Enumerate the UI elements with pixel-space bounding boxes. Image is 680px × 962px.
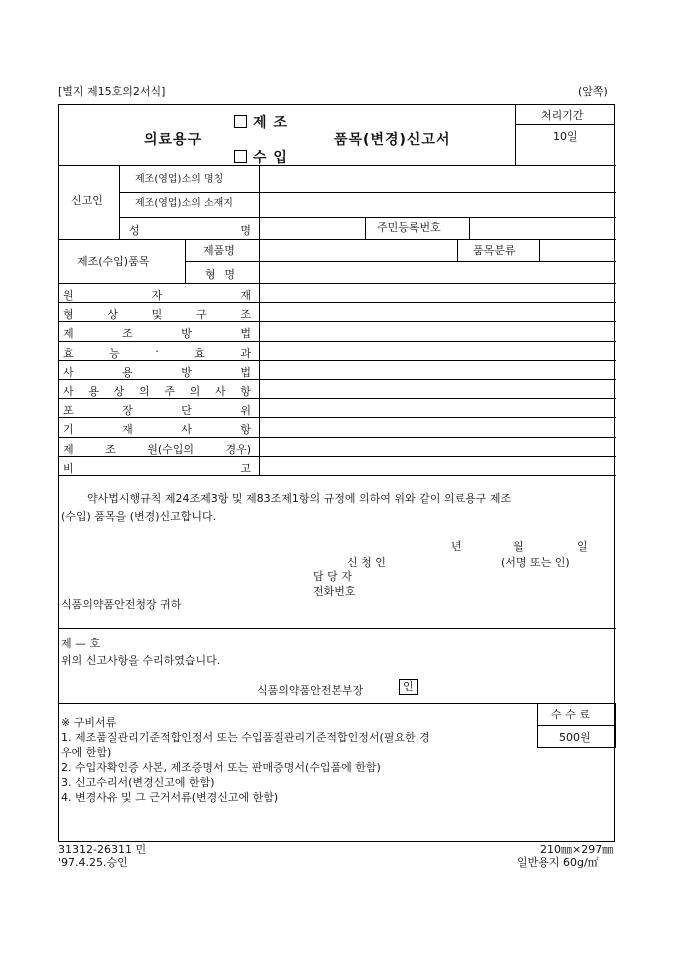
applicant-label: 신 청 인 — [347, 556, 386, 569]
option-manufacture[interactable]: 제 조 — [234, 115, 288, 130]
company-name-label: 제조(영업)소의 명칭 — [135, 174, 224, 185]
row-label-9: 비 고 — [63, 461, 251, 475]
company-address-label: 제조(영업)소의 소재지 — [135, 198, 233, 209]
name-label: 성 명 — [129, 224, 251, 237]
statement-line-1: 약사법시행규칙 제24조제3항 및 제83조제1항의 규정에 의하여 위와 같이 의료용구 제조 — [87, 492, 512, 505]
approval-date: '97.4.25.승인 — [58, 856, 128, 869]
fee-value: 500원 — [559, 731, 591, 744]
classification-label: 품목분류 — [473, 244, 516, 257]
row-label-4: 사 용 방 법 — [63, 365, 251, 379]
acceptance-text: 위의 신고사항을 수리하였습니다. — [61, 654, 221, 667]
document-item: 우에 한함) — [61, 746, 112, 759]
row-label-3: 효 능 · 효 과 — [63, 344, 251, 360]
row-label-0: 원 자 재 — [63, 289, 251, 302]
title-right: 품목(변경)신고서 — [334, 132, 451, 148]
checkbox-icon — [234, 150, 247, 163]
processing-period-value: 10일 — [553, 130, 578, 143]
paper-type: 일반용지 60g/㎡ — [517, 856, 599, 869]
phone-label: 전화번호 — [313, 585, 356, 598]
date-year: 년 — [451, 540, 462, 553]
statement-line-2: (수입) 품목을 (변경)신고합니다. — [61, 510, 217, 523]
declarant-label: 신고인 — [71, 194, 103, 207]
title-left: 의료용구 — [144, 132, 203, 148]
product-label: 제조(수입)품목 — [77, 255, 150, 268]
declaration-form — [58, 104, 615, 842]
acceptance-number: 제 — 호 — [61, 637, 101, 650]
date-day: 일 — [577, 540, 588, 553]
seal-mark: 인 — [399, 679, 418, 695]
form-code: 31312-26311 민 — [58, 843, 147, 856]
document-item: 1. 제조품질관리기준적합인정서 또는 수입품질관리기준적합인정서(필요한 경 — [61, 731, 430, 744]
date-month: 월 — [513, 540, 524, 553]
signature-label: (서명 또는 인) — [501, 556, 570, 569]
recipient-label: 식품의약품안전청장 귀하 — [61, 598, 182, 611]
row-label-7: 기 재 사 항 — [63, 423, 251, 437]
row-label-1: 형 상 및 구 조 — [63, 308, 251, 322]
row-label-2: 제 조 방 법 — [63, 327, 251, 341]
processing-period-label: 처리기간 — [541, 109, 584, 122]
document-item: 4. 변경사유 및 그 근거서류(변경신고에 한함) — [61, 791, 279, 804]
model-name-label: 형 명 — [205, 268, 235, 281]
document-item: 3. 신고수리서(변경신고에 한함) — [61, 776, 215, 789]
document-item: 2. 수입자확인증 사본, 제조증명서 또는 판매증명서(수입품에 한함) — [61, 761, 381, 774]
fee-label: 수 수 료 — [551, 708, 590, 721]
contact-person-label: 담 당 자 — [313, 570, 352, 583]
page-side-label: (앞쪽) — [578, 85, 608, 98]
form-number: [별지 제15호의2서식] — [58, 85, 166, 98]
paper-size: 210㎜×297㎜ — [540, 843, 614, 856]
product-name-label: 제품명 — [203, 244, 235, 257]
row-label-8: 제 조 원(수입의 경우) — [63, 442, 251, 456]
resident-number-label: 주민등록번호 — [377, 221, 441, 234]
row-label-5: 사 용 상 의 주 의 사 항 — [63, 385, 251, 398]
checkbox-icon — [234, 115, 247, 128]
row-label-6: 포 장 단 위 — [63, 404, 251, 418]
documents-title: ※ 구비서류 — [61, 716, 117, 729]
acceptance-authority: 식품의약품안전본부장 — [257, 684, 364, 697]
option-import[interactable]: 수 입 — [234, 150, 288, 165]
